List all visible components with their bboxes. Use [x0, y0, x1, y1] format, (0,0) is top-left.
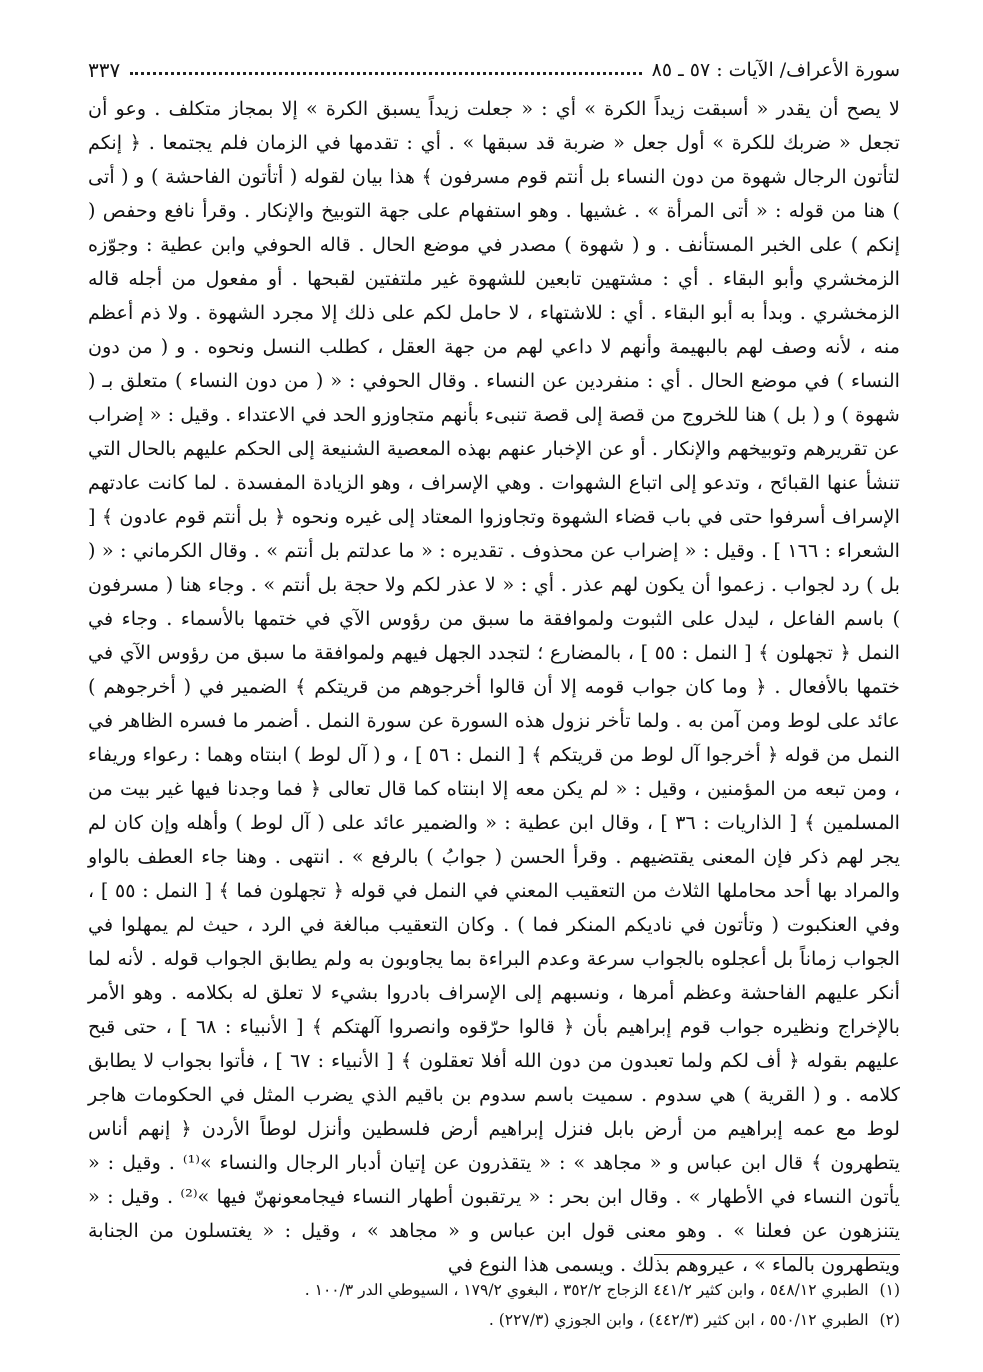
header-dotted-leader — [130, 72, 641, 75]
body-paragraph: لا يصح أن يقدر « أسبقت زيداً الكرة » أي : « جعلت زيداً يسبق الكرة » إلا بمجاز متكلف . وعو أن تجعل « ضربك للكرة » أول جعل « ضربة قد سبقها » . أي : تقدمها في الزمان فلم يجتمعا . ﴿ إنكم لتأتون الرجال شهوة من دون النساء بل أنتم قوم مسرفون ﴾ هذا بيان لقوله ( أتأتون الفاحشة ) و ( أتى ) هنا من قوله : « أتى المرأة » . غشيها . وهو استفهام على جهة التوبيخ والإنكار . وقرأ نافع وحفص ( إنكم ) على الخبر المستأنف . و ( شهوة ) مصدر في موضع الحال . قاله الحوفي وابن عطية : وجوّزه الزمخشري وأبو البقاء . أي : مشتهين تابعين للشهوة غير ملتفتين لقبحها . أو مفعول من أجله قاله الزمخشري . وبدأ به أبو البقاء . أي : للاشتهاء ، لا حامل لكم على ذلك إلا مجرد الشهوة . ولا ذم أعظم منه ، لأنه وصف لهم بالبهيمة وأنهم لا داعي لهم من جهة العقل ، كطلب النسل ونحوه . و ( من دون النساء ) في موضع الحال . أي : منفردين عن النساء . وقال الحوفي : « ( من دون النساء ) متعلق بـ ( شهوة ) و ( بل ) هنا للخروج من قصة إلى قصة تنبىء بأنهم متجاوزو الحد في الاعتداء . وقيل : « إضراب عن تقريرهم وتوبيخهم والإنكار . أو عن الإخبار عنهم بهذه المعصية الشنيعة إلى الحكم عليهم بالحال التي تنشأ عنها القبائح ، وتدعو إلى اتباع الشهوات . وهي الإسراف ، وهو الزيادة المفسدة . لما كانت عادتهم الإسراف أسرفوا حتى في باب قضاء الشهوة وتجاوزوا المعتاد إلى غيره ونحوه ﴿ بل أنتم قوم عادون ﴾ [ الشعراء : ١٦٦ ] . وقيل : « إضراب عن محذوف . تقديره : « ما عدلتم بل أنتم » . وقال الكرماني : « ( بل ) رد لجواب . زعموا أن يكون لهم عذر . أي : « لا عذر لكم ولا حجة بل أنتم » . وجاء هنا ( مسرفون ) باسم الفاعل ، ليدل على الثبوت ولموافقة ما سبق من رؤوس الآي في ختمها بالأسماء . وجاء في النمل ﴿ تجهلون ﴾ [ النمل : ٥٥ ] ، بالمضارع ؛ لتجدد الجهل فيهم ولموافقة ما سبق من رؤوس الآي في ختمها بالأفعال . ﴿ وما كان جواب قومه إلا أن قالوا أخرجوهم من قريتكم ﴾ الضمير في ( أخرجوهم ) عائد على لوط ومن آمن به . ولما تأخر نزول هذه السورة عن سورة النمل . أضمر ما فسره الظاهر في النمل من قوله ﴿ أخرجوا آل لوط من قريتكم ﴾ [ النمل : ٥٦ ] ، و ( آل لوط ) ابنتاه وهما : رعواء وريفاء ، ومن تبعه من المؤمنين ، وقيل : « لم يكن معه إلا ابنتاه كما قال تعالى ﴿ فما وجدنا فيها غير بيت من المسلمين ﴾ [ الذاريات : ٣٦ ] ، وقال ابن عطية : « والضمير عائد على ( آل لوط ) وأهله وإن كان لم يجر لهم ذكر فإن المعنى يقتضيهم . وقرأ الحسن ( جوابُ ) بالرفع » . انتهى . وهنا جاء العطف بالواو والمراد بها أحد محاملها الثلاث من التعقيب المعني في النمل في قوله ﴿ تجهلون فما ﴾ [ النمل : ٥٥ ] ، وفي العنكبوت ( وتأتون في ناديكم المنكر فما ) . وكان التعقيب مبالغة في الرد ، حيث لم يمهلوا في الجواب زماناً بل أعجلوه بالجواب سرعة وعدم البراءة بما يجاوبون به ولم يطابق الجواب قوله . لأنه لما أنكر عليهم الفاحشة وعظم أمرها ، ونسبهم إلى الإسراف بادروا بشيء لا تعلق له بكلامه . وهو الأمر بالإخراج ونظيره جواب قوم إبراهيم بأن ﴿ قالوا حرّقوه وانصروا آلهتكم ﴾ [ الأنبياء : ٦٨ ] ، حتى قبح عليهم بقوله ﴿ أف لكم ولما تعبدون من دون الله أفلا تعقلون ﴾ [ الأنبياء : ٦٧ ] ، فأتوا بجواب لا يطابق كلامه . و ( القرية ) هي سدوم . سميت باسم سدوم بن باقيم الذي يضرب المثل في الحكومات هاجر لوط مع عمه إبراهيم من أرض بابل فنزل إبراهيم أرض فلسطين وأنزل لوطاً الأردن ﴿ إنهم أناس يتطهرون ﴾ قال ابن عباس و « مجاهد » : « يتقذرون عن إتيان أدبار الرجال والنساء »⁽¹⁾ . وقيل : « يأتون النساء في الأطهار » . وقال ابن بحر : « يرتقبون أطهار النساء فيجامعونهنّ فيها »⁽²⁾ . وقيل : « يتنزهون عن فعلنا » . وهو معنى قول ابن عباس و « مجاهد » ، وقيل : « يغتسلون من الجنابة ويتطهرون بالماء » ، عيروهم بذلك . ويسمى هذا النوع في — [88, 97, 901, 1276]
page-number: ٣٣٧ — [88, 58, 121, 82]
footnote-number: (٢) — [879, 1311, 900, 1329]
footnote-2 — [88, 1305, 900, 1335]
footnotes — [88, 1275, 900, 1335]
tafsir-body — [88, 92, 901, 1276]
book-page — [88, 52, 900, 1335]
footnote-number: (١) — [879, 1281, 900, 1299]
surah-title: سورة الأعراف/ الآيات : ٥٧ ـ ٨٥ — [651, 59, 900, 81]
footnote-1 — [88, 1275, 900, 1305]
footnote-text: الطبري ٥٤٨/١٢ ، وابن كثير ٤٤١/٢ الزجاج ٣٥٢/٢ ، البغوي ١٧٩/٢ ، السيوطي الدر ١٠٠/٣ . — [304, 1281, 869, 1299]
running-header — [88, 52, 900, 88]
footnote-text: الطبري ٥٥٠/١٢ ، ابن كثير (٤٤٢/٣) ، وابن الجوزي (٢٢٧/٣) . — [488, 1311, 869, 1329]
